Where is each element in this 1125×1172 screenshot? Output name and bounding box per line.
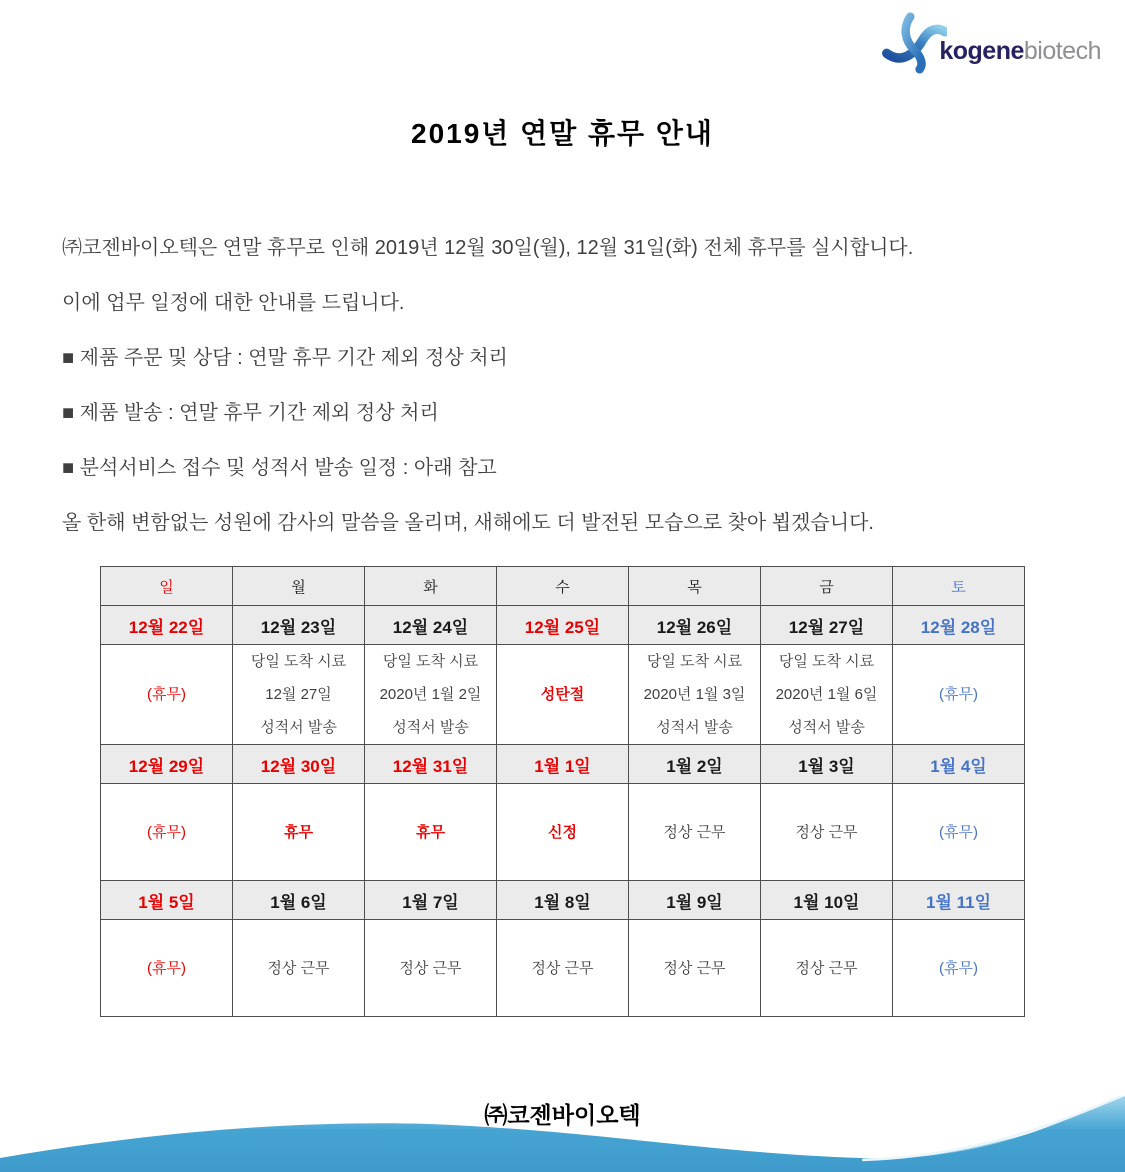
calendar-day-header: 수 bbox=[497, 567, 629, 606]
calendar-note-cell bbox=[761, 784, 893, 881]
calendar-note-cell bbox=[233, 645, 365, 745]
calendar-note-line: 휴무 bbox=[284, 823, 313, 841]
calendar-date-cell: 1월 11일 bbox=[893, 881, 1025, 920]
dna-cross-swoosh-icon bbox=[881, 12, 947, 74]
calendar-note-line: (휴무) bbox=[147, 686, 186, 703]
calendar-date-cell: 1월 1일 bbox=[497, 745, 629, 784]
calendar-date-cell: 12월 23일 bbox=[233, 606, 365, 645]
calendar-date-cell: 1월 5일 bbox=[101, 881, 233, 920]
calendar-note-line: (휴무) bbox=[939, 686, 978, 703]
calendar-note-line: 정상 근무 bbox=[795, 959, 858, 977]
calendar-day-header: 토 bbox=[893, 567, 1025, 606]
calendar-note-cell bbox=[365, 645, 497, 745]
calendar-date-cell: 12월 28일 bbox=[893, 606, 1025, 645]
intro-line-2: 이에 업무 일정에 대한 안내를 드립니다. bbox=[62, 292, 405, 314]
calendar-date-cell: 1월 6일 bbox=[233, 881, 365, 920]
calendar-date-cell: 12월 22일 bbox=[101, 606, 233, 645]
bullet-analysis-service: ■ 분석서비스 접수 및 성적서 발송 일정 : 아래 참고 bbox=[62, 457, 497, 479]
calendar-day-header: 일 bbox=[101, 567, 233, 606]
calendar-date-cell: 12월 31일 bbox=[365, 745, 497, 784]
calendar-note-cell bbox=[233, 784, 365, 881]
calendar-note-line: (휴무) bbox=[147, 959, 186, 977]
calendar-note-line: 성탄절 bbox=[540, 686, 585, 703]
calendar-note-line: 2020년 1월 6일 bbox=[775, 686, 878, 703]
calendar-note-cell bbox=[233, 920, 365, 1017]
intro-line-1: ㈜코젠바이오텍은 연말 휴무로 인해 2019년 12월 30일(월), 12월 31일(화) 전체 휴무를 실시합니다. bbox=[62, 237, 914, 259]
calendar-note-line: 신정 bbox=[548, 823, 577, 841]
calendar-note-line: 당일 도착 시료 bbox=[250, 653, 347, 670]
calendar-date-cell: 1월 9일 bbox=[629, 881, 761, 920]
calendar-day-header: 화 bbox=[365, 567, 497, 606]
notice-body bbox=[62, 236, 1069, 535]
bullet-product-order: ■ 제품 주문 및 상담 : 연말 휴무 기간 제외 정상 처리 bbox=[62, 347, 508, 369]
calendar-note-line: 정상 근무 bbox=[663, 823, 726, 841]
calendar-date-cell: 1월 8일 bbox=[497, 881, 629, 920]
calendar-date-cell: 1월 2일 bbox=[629, 745, 761, 784]
calendar-note-line: 12월 27일 bbox=[265, 686, 332, 703]
calendar-note-cell bbox=[365, 920, 497, 1017]
calendar-note-line: 2020년 1월 3일 bbox=[643, 686, 746, 703]
calendar-note-cell bbox=[761, 645, 893, 745]
calendar-note-line: 성적서 발송 bbox=[656, 719, 733, 736]
calendar-note-line: (휴무) bbox=[147, 823, 186, 841]
bottom-wave-decoration bbox=[0, 1092, 1125, 1172]
calendar-note-line: 정상 근무 bbox=[399, 959, 462, 977]
bullet-product-shipping: ■ 제품 발송 : 연말 휴무 기간 제외 정상 처리 bbox=[62, 402, 439, 424]
calendar-note-line: 정상 근무 bbox=[663, 959, 726, 977]
calendar-note-cell bbox=[497, 784, 629, 881]
calendar-note-line: 휴무 bbox=[416, 823, 445, 841]
calendar-note-cell bbox=[761, 920, 893, 1017]
calendar-day-header: 금 bbox=[761, 567, 893, 606]
calendar-note-cell bbox=[893, 645, 1025, 745]
logo-text-kogene: kogene bbox=[939, 37, 1024, 65]
calendar-note-cell bbox=[101, 645, 233, 745]
calendar-note-line: 성적서 발송 bbox=[260, 719, 337, 736]
calendar-note-cell bbox=[893, 784, 1025, 881]
calendar-note-line: 당일 도착 시료 bbox=[382, 653, 479, 670]
calendar-note-line: (휴무) bbox=[939, 959, 978, 977]
calendar-day-header: 월 bbox=[233, 567, 365, 606]
kogene-logo bbox=[881, 12, 1101, 74]
calendar-note-line: 정상 근무 bbox=[531, 959, 594, 977]
calendar-note-line: 2020년 1월 2일 bbox=[379, 686, 482, 703]
logo-wordmark bbox=[939, 39, 1101, 74]
logo-text-biotech: biotech bbox=[1023, 37, 1101, 65]
calendar-note-line: 당일 도착 시료 bbox=[778, 653, 875, 670]
calendar-note-line: 당일 도착 시료 bbox=[646, 653, 743, 670]
calendar-note-line: 성적서 발송 bbox=[392, 719, 469, 736]
holiday-calendar-table bbox=[100, 566, 1025, 1017]
closing-line: 올 한해 변함없는 성원에 감사의 말씀을 올리며, 새해에도 더 발전된 모습으로 찾아 뵙겠습니다. bbox=[62, 512, 874, 534]
calendar-date-cell: 12월 26일 bbox=[629, 606, 761, 645]
calendar-note-cell bbox=[497, 920, 629, 1017]
calendar-note-line: (휴무) bbox=[939, 823, 978, 841]
calendar-note-cell bbox=[365, 784, 497, 881]
company-name: ㈜코젠바이오텍 bbox=[484, 1102, 641, 1128]
calendar-note-cell bbox=[497, 645, 629, 745]
calendar-date-cell: 1월 7일 bbox=[365, 881, 497, 920]
page-title: 2019년 연말 휴무 안내 bbox=[411, 118, 714, 149]
calendar-day-header: 목 bbox=[629, 567, 761, 606]
calendar-note-cell bbox=[101, 784, 233, 881]
calendar-date-cell: 12월 29일 bbox=[101, 745, 233, 784]
calendar-date-cell: 1월 4일 bbox=[893, 745, 1025, 784]
calendar-note-cell bbox=[893, 920, 1025, 1017]
calendar-note-cell bbox=[629, 920, 761, 1017]
calendar-date-cell: 12월 25일 bbox=[497, 606, 629, 645]
calendar-date-cell: 12월 24일 bbox=[365, 606, 497, 645]
calendar-note-cell bbox=[629, 784, 761, 881]
calendar-date-cell: 12월 27일 bbox=[761, 606, 893, 645]
calendar-note-line: 정상 근무 bbox=[795, 823, 858, 841]
calendar-date-cell: 1월 10일 bbox=[761, 881, 893, 920]
calendar-note-line: 성적서 발송 bbox=[788, 719, 865, 736]
calendar-note-cell bbox=[629, 645, 761, 745]
calendar-note-cell bbox=[101, 920, 233, 1017]
calendar-note-line: 정상 근무 bbox=[267, 959, 330, 977]
calendar-date-cell: 1월 3일 bbox=[761, 745, 893, 784]
calendar-date-cell: 12월 30일 bbox=[233, 745, 365, 784]
